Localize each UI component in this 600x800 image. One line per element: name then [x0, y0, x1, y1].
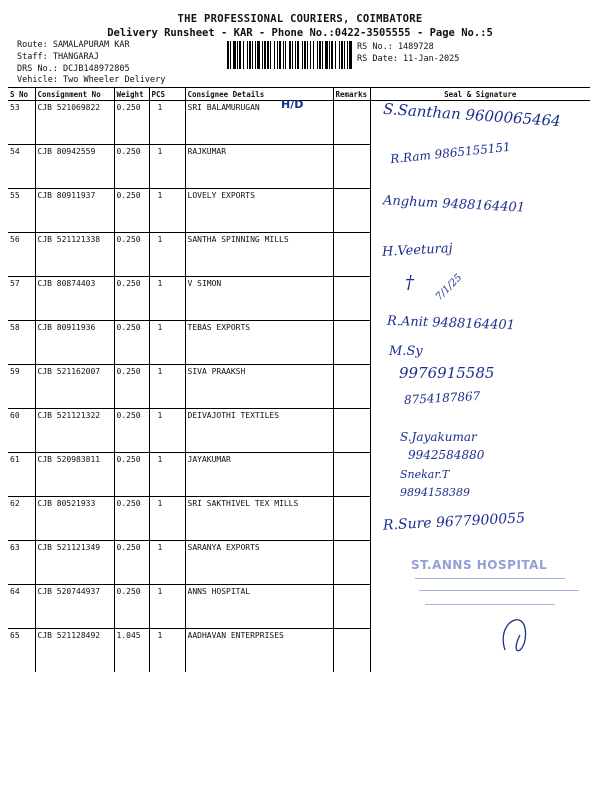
- cell-pcs: 1: [149, 101, 185, 145]
- rs-number: RS No.: 1489728: [357, 42, 434, 52]
- col-header-consignee: Consignee Details: [185, 88, 333, 101]
- barcode-bar: [239, 41, 241, 69]
- cell-remarks: [333, 277, 370, 321]
- cell-sno: 60: [8, 409, 35, 453]
- barcode-bar: [277, 41, 278, 69]
- col-header-consignment: Consignment No: [35, 88, 114, 101]
- barcode-bar: [264, 41, 266, 69]
- cell-consignment-no: CJB 521128492: [35, 629, 114, 673]
- cell-consignee: SRI SAKTHIVEL TEX MILLS: [185, 497, 333, 541]
- barcode-bar: [262, 41, 263, 69]
- barcode-bar: [252, 41, 253, 69]
- barcode-bar: [267, 41, 269, 69]
- barcode-bar: [322, 41, 323, 69]
- cell-sno: 57: [8, 277, 35, 321]
- cell-consignment-no: CJB 80874403: [35, 277, 114, 321]
- cell-weight: 1.045: [114, 629, 149, 673]
- vehicle-label: Vehicle: Two Wheeler Delivery: [17, 75, 166, 85]
- staff-label: Staff: THANGARAJ: [17, 52, 99, 62]
- cell-weight: 0.250: [114, 409, 149, 453]
- signature-row-58: R.Anit 9488164401: [386, 313, 516, 334]
- cell-consignee: LOVELY EXPORTS: [185, 189, 333, 233]
- cell-pcs: 1: [149, 541, 185, 585]
- cell-remarks: [333, 365, 370, 409]
- col-header-weight: Weight: [114, 88, 149, 101]
- cell-consignment-no: CJB 520983811: [35, 453, 114, 497]
- cell-pcs: 1: [149, 145, 185, 189]
- cell-consignee: SIVA PRAAKSH: [185, 365, 333, 409]
- barcode-bar: [230, 41, 231, 69]
- scribble-row-65: [490, 600, 590, 660]
- cell-remarks: [333, 233, 370, 277]
- cell-consignee: JAYAKUMAR: [185, 453, 333, 497]
- cell-consignee: SANTHA SPINNING MILLS: [185, 233, 333, 277]
- table-row: [8, 277, 590, 321]
- cell-remarks: [333, 101, 370, 145]
- barcode-bar: [289, 41, 291, 69]
- cell-consignment-no: CJB 521121322: [35, 409, 114, 453]
- cell-weight: 0.250: [114, 101, 149, 145]
- cell-sno: 58: [8, 321, 35, 365]
- cell-sno: 56: [8, 233, 35, 277]
- cell-consignee: TEBAS EXPORTS: [185, 321, 333, 365]
- cell-remarks: [333, 497, 370, 541]
- cell-sno: 55: [8, 189, 35, 233]
- cell-consignment-no: CJB 521121349: [35, 541, 114, 585]
- stamp-name: ST.ANNS HOSPITAL: [411, 558, 548, 572]
- cell-weight: 0.250: [114, 321, 149, 365]
- barcode-bar: [243, 41, 244, 69]
- company-title: THE PROFESSIONAL COURIERS, COIMBATORE: [177, 13, 423, 25]
- cell-remarks: [333, 409, 370, 453]
- barcode-bar: [319, 41, 321, 69]
- cell-pcs: 1: [149, 233, 185, 277]
- cell-remarks: [333, 453, 370, 497]
- signature-row-62-name: Snekar.T: [400, 468, 450, 481]
- signature-row-55: Anghum 9488164401: [382, 193, 526, 216]
- barcode-bar: [257, 41, 260, 69]
- barcode-bar: [331, 41, 333, 69]
- cell-remarks: [333, 629, 370, 673]
- barcode-bar: [283, 41, 284, 69]
- barcode-bar: [249, 41, 251, 69]
- barcode-bar: [255, 41, 256, 69]
- barcode-bar: [325, 41, 328, 69]
- barcode-bar: [274, 41, 275, 69]
- cell-consignment-no: CJB 80911937: [35, 189, 114, 233]
- barcode-bar: [270, 41, 271, 69]
- barcode-bar: [344, 41, 345, 69]
- rs-date: RS Date: 11-Jan-2025: [357, 54, 460, 64]
- barcode-bar: [339, 41, 340, 69]
- cell-pcs: 1: [149, 365, 185, 409]
- cell-weight: 0.250: [114, 497, 149, 541]
- signature-row-59-phone: 9976915585: [399, 364, 495, 382]
- barcode-bar: [297, 41, 299, 69]
- barcode-bar: [302, 41, 303, 69]
- cell-pcs: 1: [149, 629, 185, 673]
- signature-row-61-phone: 9942584880: [408, 448, 485, 462]
- barcode-bar: [304, 41, 306, 69]
- signature-row-61-name: S.Jayakumar: [400, 430, 477, 444]
- barcode-bar: [313, 41, 314, 69]
- drs-number: DRS No.: DCJB148972805: [17, 64, 130, 74]
- cell-consignee: SRI BALAMURUGAN: [185, 101, 333, 145]
- cell-consignee: AADHAVAN ENTERPRISES: [185, 629, 333, 673]
- barcode-bar: [349, 41, 352, 69]
- signature-row-56: H.Veeturaj: [381, 241, 454, 260]
- cell-consignee: SARANYA EXPORTS: [185, 541, 333, 585]
- barcode-bar: [233, 41, 236, 69]
- hand-delivered-mark: H/D: [281, 98, 304, 111]
- cell-pcs: 1: [149, 189, 185, 233]
- cell-weight: 0.250: [114, 365, 149, 409]
- signature-row-62-phone: 9894158389: [400, 486, 470, 499]
- cell-consignment-no: CJB 80521933: [35, 497, 114, 541]
- cell-sno: 53: [8, 101, 35, 145]
- barcode-bar: [285, 41, 286, 69]
- cell-weight: 0.250: [114, 453, 149, 497]
- cell-weight: 0.250: [114, 277, 149, 321]
- barcode-bar: [292, 41, 293, 69]
- cell-sno: 62: [8, 497, 35, 541]
- signature-row-57: 7/1/25: [433, 272, 465, 303]
- cell-remarks: [333, 541, 370, 585]
- cell-consignee: V SIMON: [185, 277, 333, 321]
- cell-consignment-no: CJB 521162007: [35, 365, 114, 409]
- table-row: [8, 453, 590, 497]
- cell-weight: 0.250: [114, 145, 149, 189]
- cell-consignee: DEIVAJOTHI TEXTILES: [185, 409, 333, 453]
- barcode-bar: [341, 41, 343, 69]
- route-label: Route: SAMALAPURAM KAR: [17, 40, 130, 50]
- signature-row-63: R.Sure 9677900055: [382, 510, 526, 534]
- cell-pcs: 1: [149, 585, 185, 629]
- cell-sno: 61: [8, 453, 35, 497]
- cell-pcs: 1: [149, 453, 185, 497]
- barcode-bar: [295, 41, 296, 69]
- col-header-seal: Seal & Signature: [370, 88, 590, 101]
- cell-sno: 65: [10, 631, 20, 640]
- signature-row-54: R.Ram 9865155151: [389, 139, 512, 167]
- barcode-bar: [310, 41, 311, 69]
- col-header-remarks: Remarks: [333, 88, 370, 101]
- cell-sno: 64: [8, 585, 35, 629]
- barcode-bar: [237, 41, 238, 69]
- barcode-bar: [307, 41, 308, 69]
- barcode-bar: [247, 41, 248, 69]
- cell-remarks: [333, 189, 370, 233]
- cell-remarks: [333, 321, 370, 365]
- barcode-bar: [279, 41, 281, 69]
- cell-consignment-no: CJB 80911936: [35, 321, 114, 365]
- barcode-bar: [317, 41, 318, 69]
- cell-sno: 54: [8, 145, 35, 189]
- cell-consignee: RAJKUMAR: [185, 145, 333, 189]
- col-header-sno: S No: [8, 88, 35, 101]
- runsheet-subtitle: Delivery Runsheet - KAR - Phone No.:0422-3505555 - Page No.:5: [107, 27, 493, 39]
- cell-pcs: 1: [149, 277, 185, 321]
- cell-remarks: [333, 145, 370, 189]
- cell-sno: 63: [8, 541, 35, 585]
- barcode-bar: [347, 41, 348, 69]
- cell-pcs: 1: [149, 409, 185, 453]
- barcode: [227, 41, 353, 69]
- cell-consignment-no: CJB 521121338: [35, 233, 114, 277]
- barcode-bar: [329, 41, 330, 69]
- signature-row-59-name: M.Sy: [389, 344, 423, 359]
- signature-row-60: 8754187867: [403, 389, 481, 407]
- cell-weight: 0.250: [114, 189, 149, 233]
- cell-weight: 0.250: [114, 541, 149, 585]
- cell-consignment-no: CJB 520744937: [35, 585, 114, 629]
- cell-consignment-no: CJB 521069822: [35, 101, 114, 145]
- table-row: [8, 233, 590, 277]
- table-row: [8, 365, 590, 409]
- cell-weight: 0.250: [114, 585, 149, 629]
- cell-consignment-no: CJB 80942559: [35, 145, 114, 189]
- cell-weight: 0.250: [114, 233, 149, 277]
- cell-consignee: ANNS HOSPITAL: [185, 585, 333, 629]
- cell-remarks: [333, 585, 370, 629]
- col-header-pcs: PCS: [149, 88, 185, 101]
- barcode-bar: [227, 41, 229, 69]
- signature-row-53: S.Santhan 9600065464: [382, 99, 562, 131]
- barcode-bar: [335, 41, 336, 69]
- table-row: [8, 409, 590, 453]
- cell-pcs: 1: [149, 321, 185, 365]
- cell-pcs: 1: [149, 497, 185, 541]
- scribble-row-57: †: [405, 272, 414, 293]
- cell-sno: 59: [8, 365, 35, 409]
